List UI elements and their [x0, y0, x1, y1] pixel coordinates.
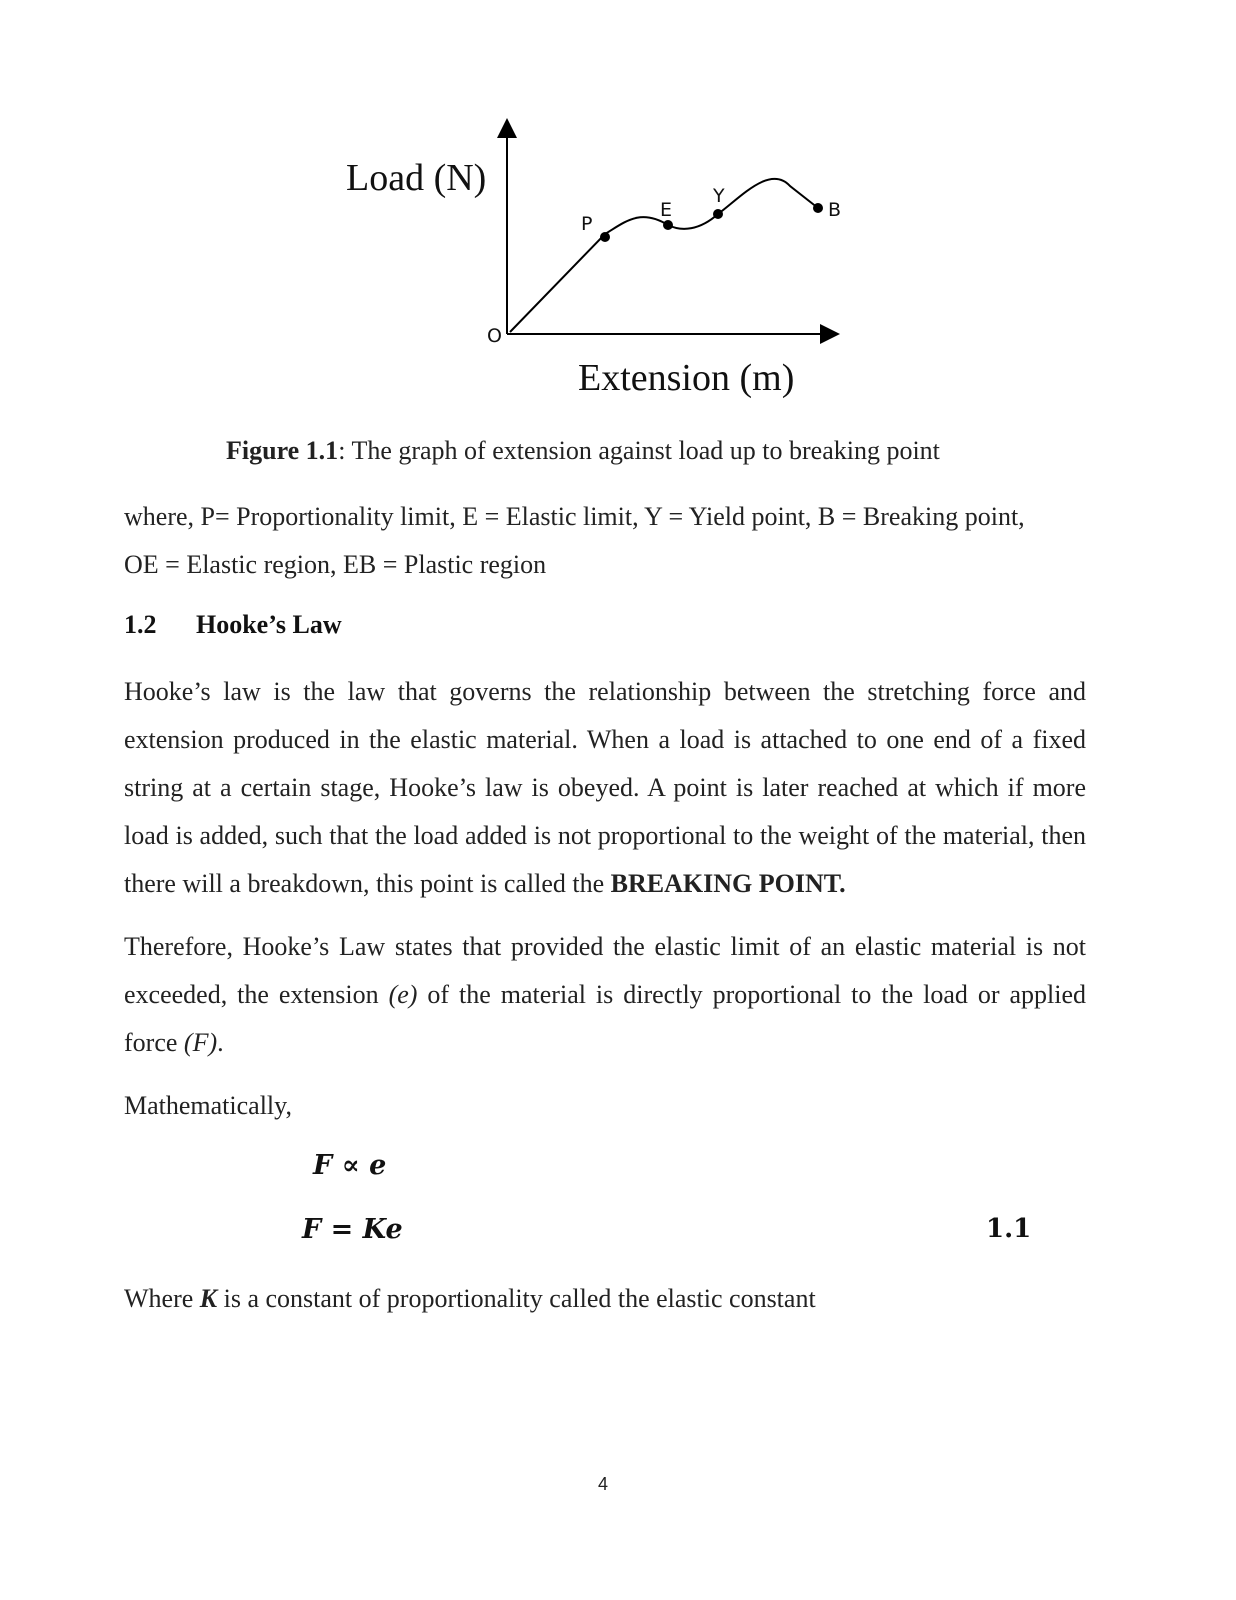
paragraph-hookes-law: [124, 668, 1086, 908]
point-e-marker: [663, 220, 673, 230]
point-b-label: B: [828, 199, 842, 221]
paragraph-1-text: Hooke’s law is the law that governs the relationship between the stretching force and extension produced in the elastic material. When a load is attached to one end of a fixed string at a certain stage, Hooke’s law is obeyed. A point is later reached at which if more load is added, such that the load added is not proportional to the weight of the material, then there will a breakdown, this point is called the: [124, 677, 1086, 898]
section-title: Hooke’s Law: [196, 610, 342, 639]
where-k-line: [124, 1275, 1086, 1323]
legend-line-2: OE = Elastic region, EB = Plastic region: [124, 550, 547, 579]
paragraph-2-part3: .: [217, 1028, 224, 1057]
origin-label: O: [487, 325, 502, 347]
hookes-law-equation: F = Ke: [302, 1214, 403, 1245]
proportionality-equation: F ∝ e: [313, 1150, 387, 1181]
point-p-marker: [600, 232, 610, 242]
where-pre: Where: [124, 1284, 200, 1313]
symbol-f: (F): [183, 1028, 218, 1057]
legend-line-1: where, P= Proportionality limit, E = Elastic limit, Y = Yield point, B = Breaking point,: [124, 502, 1025, 531]
x-axis-label: Extension (m): [578, 357, 795, 399]
load-extension-graph: [330, 110, 870, 410]
equation-number: 1.1: [986, 1214, 1032, 1244]
symbol-k: K: [199, 1284, 218, 1313]
mathematically-label: Mathematically,: [124, 1091, 292, 1120]
paragraph-2-part1: Therefore, Hooke’s Law states that provided the elastic limit of an elastic material is not exceeded, the extension: [124, 932, 1086, 1009]
point-y-marker: [713, 209, 723, 219]
paragraph-2-part2: of the material is directly proportional to the load or applied force: [124, 980, 1087, 1057]
section-number: 1.2: [124, 610, 157, 639]
point-e-label: E: [660, 199, 673, 221]
where-post: is a constant of proportionality called the elastic constant: [217, 1284, 816, 1313]
point-y-label: Y: [713, 185, 725, 207]
paragraph-hookes-statement: [124, 923, 1086, 1067]
breaking-point-term: BREAKING POINT.: [610, 869, 846, 898]
point-p-label: P: [581, 213, 593, 235]
point-b-marker: [813, 203, 823, 213]
figure-caption: [226, 436, 940, 466]
section-heading: [124, 610, 342, 640]
page-number: 4: [598, 1474, 609, 1494]
caption-text: : The graph of extension against load up to breaking point: [338, 436, 940, 465]
symbol-e: (e): [388, 980, 418, 1009]
y-axis-label: Load (N): [346, 157, 487, 199]
caption-prefix: Figure 1.1: [226, 436, 339, 465]
